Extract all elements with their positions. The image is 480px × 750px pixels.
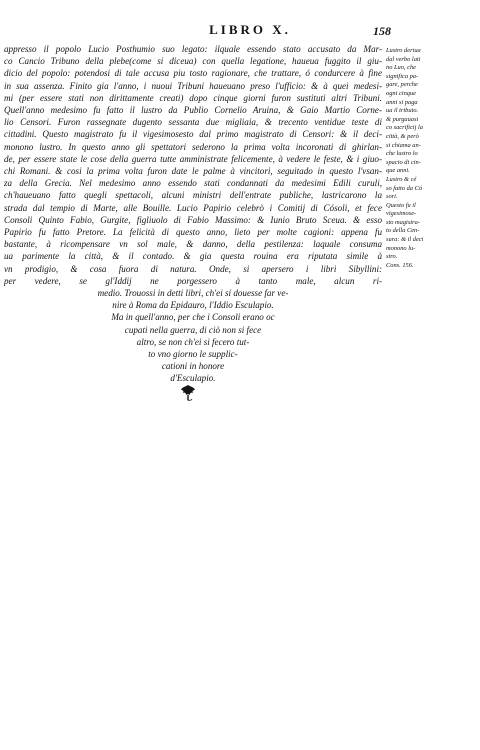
- margin-note-line: no Luo, che: [386, 64, 416, 72]
- margin-note-line: vigesimose-: [386, 210, 417, 218]
- text-line: mi (per essere stati non dirittamente creati) dopo cinque giorni furon sustituti altri Tribuni.: [4, 92, 382, 103]
- text-line: cittadini. Questo magistrato fu il vigesimosesto dal primo magistrato di Censori: & il deci-: [4, 129, 382, 140]
- margin-note-line: città, & però: [386, 132, 419, 140]
- margin-note-line: co sacrificij la: [386, 124, 423, 132]
- margin-note-line: sori.: [386, 193, 398, 201]
- margin-note-line: stro.: [386, 253, 398, 261]
- margin-note-line: significa pa-: [386, 72, 419, 80]
- text-line: za della Grecia. Nel medesimo anno essendo stati condannati da medesimi Edili curuli,: [4, 178, 382, 189]
- text-line: to vno giorno le supplic-: [148, 349, 238, 360]
- text-line: medio. Trouossi in detti libri, ch'ei si douesse far ve-: [97, 288, 289, 299]
- text-line: appresso il popolo Lucio Posthumio suo legato: ilquale essendo stato accusato da Mar-: [4, 44, 382, 54]
- page-number: 158: [373, 24, 391, 38]
- margin-note-line: que anni.: [386, 167, 410, 175]
- text-line: d'Esculapio.: [170, 373, 216, 384]
- margin-note-line: ogni cinque: [386, 89, 416, 97]
- text-line: bastante, à ricompensare vn sol male, & danno, della pestilenza: laquale consuma: [4, 239, 382, 250]
- text-line: Ma in quell'anno, per che i Consoli erano oc: [111, 312, 275, 323]
- text-line: chi Romani. & cosi la prima volta furon date le palme à vincitori, seguitado in questo l'vsan-: [4, 166, 382, 177]
- margin-note-line: spacio di cin-: [386, 158, 421, 166]
- fleuron-ornament-icon: [178, 383, 198, 403]
- margin-note-line: to della Cen-: [386, 227, 420, 235]
- text-line: lio Censori. Furon rassegnate dugento sessanta due migliaia, & trecento ventidue teste di: [4, 117, 382, 128]
- text-line: cationi in honore: [161, 361, 225, 372]
- text-line: in sua assenza. Finito gia l'anno, i nuoui Tribuni haueuano preso l'ufficio: & à quei medesi-: [4, 80, 382, 91]
- text-line: Papirio fu fatto Pretore. La felicità di questo anno, lieto per molte cagioni: appena fu: [4, 227, 382, 238]
- running-title: LIBRO X.: [209, 22, 291, 37]
- margin-note-line: Lustro deriua: [386, 47, 421, 54]
- text-line: co Cancio Tribuno della plebe(come si diceua) con quella legatione, haueua fuggito il giu-: [4, 56, 382, 67]
- margin-note-line: gare, perche: [386, 81, 418, 89]
- margin-note-line: ua il tributo.: [386, 107, 419, 115]
- text-line: ch'haueuano fatto quegli spettacoli, alcuni ministri dell'entrate publiche, lastricarono la: [4, 190, 382, 201]
- text-line: ua parimente la città, & il contado. & gia questa rouina era riputata simile à: [4, 251, 382, 262]
- margin-note-line: & purgauasi: [386, 115, 419, 123]
- margin-note: [386, 176, 476, 202]
- margin-notes: [386, 47, 476, 270]
- main-text-block: [4, 43, 382, 385]
- text-line: strada dal tempio di Marte, alle Bouille. Lucio Papirio celebrò i Comitij di Cósoli, et fece: [4, 202, 382, 213]
- text-line: monono lustro. In questo anno gli spettatori sederono la prima volta incoronati di ghirlan-: [4, 141, 382, 152]
- margin-note-line: sto magistra-: [386, 218, 420, 226]
- margin-note: [386, 47, 476, 176]
- margin-note-line: dal verbo lati: [386, 55, 421, 63]
- margin-note-line: so fatto da Có: [386, 184, 423, 192]
- margin-note-line: Cons. 156.: [386, 261, 414, 269]
- text-line: altro, se non ch'ei si fecero tut-: [136, 336, 250, 347]
- text-line: cupati nella guerra, di ciò non si fece: [124, 324, 262, 335]
- margin-note-line: si chiama an-: [386, 141, 421, 149]
- margin-note: [386, 262, 476, 271]
- text-line: nire à Roma da Epidauro, l'Iddio Esculapio.: [112, 300, 274, 311]
- margin-note-line: Questo fu il: [386, 201, 416, 209]
- margin-note-line: monono lu-: [386, 244, 416, 252]
- text-line: vn prodigio, & cosa fuora di natura. Onde, si apersero i libri Sibyllini:: [4, 263, 382, 274]
- margin-note: [386, 202, 476, 262]
- text-line: de, per essere state le cose della guerra tutte amministrate felicemente, à vedere le feste, & i giuo-: [4, 153, 382, 164]
- text-line: dicio del popolo: potendosi di tale accusa piu tosto ragionare, che trattare, ó condurcere à fine: [4, 68, 382, 79]
- margin-note-line: anni si paga: [386, 98, 418, 106]
- margin-note-line: Lustro & cé: [386, 175, 417, 183]
- text-line: Consoli Quinto Fabio, Gurgite, figliuolo di Fabio Massimo: & Iunio Bruto Sceua. & esso: [4, 214, 382, 225]
- text-line: per vedere, se gl'Iddij ne porgessero à tanto male, alcun ri-: [4, 275, 382, 286]
- margin-note-line: che lustro lo: [386, 150, 418, 158]
- text-line: Quell'anno medesimo fu fatto il lustro da Publio Cornelio Aruina, & Gaio Martio Corne-: [4, 105, 382, 116]
- margin-note-line: sura: & il deci: [386, 236, 424, 244]
